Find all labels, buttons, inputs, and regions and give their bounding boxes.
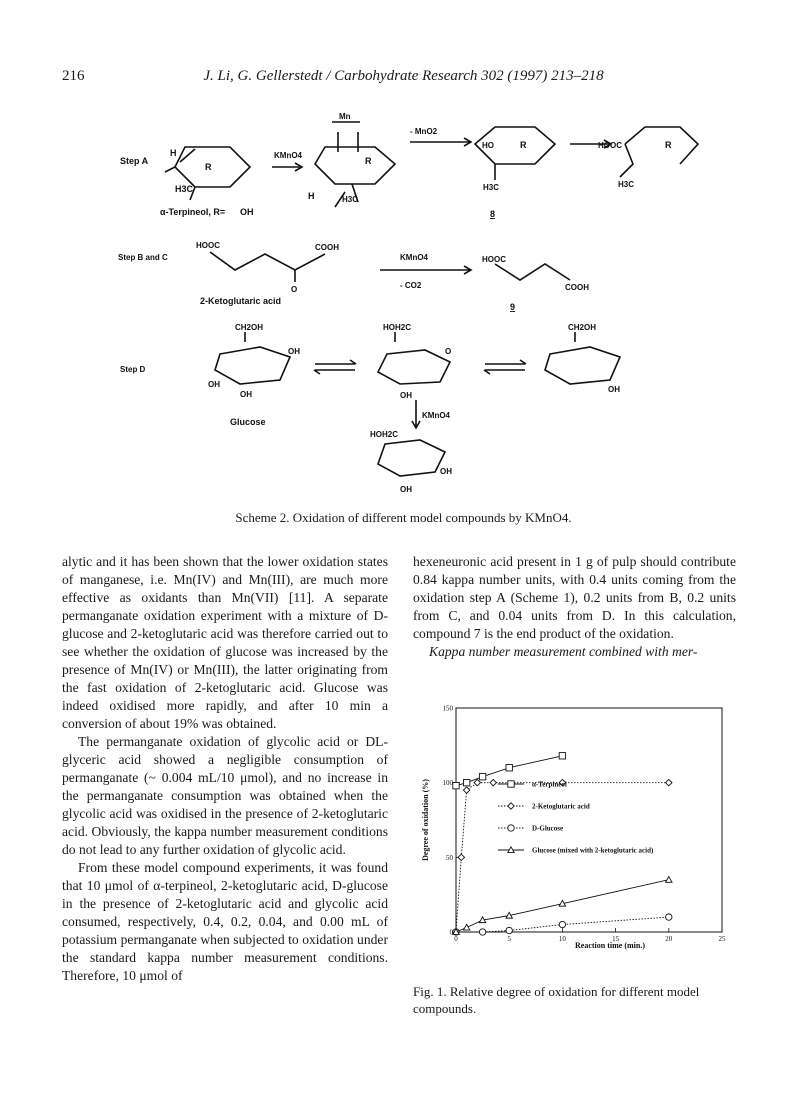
o-label-b: O: [291, 285, 298, 294]
oh-label-d5: OH: [608, 385, 620, 394]
kmno4-label-d: KMnO4: [422, 411, 450, 420]
h3c-label: H3C: [175, 184, 194, 194]
oh-label-d1: OH: [208, 380, 220, 389]
r-label-3: R: [520, 140, 527, 150]
data-point-square: [508, 781, 514, 787]
x-axis-label: Reaction time (min.): [575, 941, 645, 950]
cooh-label-b: COOH: [315, 243, 339, 252]
figure-caption: Fig. 1. Relative degree of oxidation for different model compounds.: [413, 984, 700, 1016]
data-point-square: [479, 773, 485, 779]
data-point-diamond: [666, 779, 672, 785]
oh-label-d3: OH: [288, 347, 300, 356]
r-label: R: [205, 162, 212, 172]
x-tick-label: 20: [665, 935, 673, 943]
oxidation-chart: [410, 696, 740, 966]
glucose-label: Glucose: [230, 417, 266, 427]
hoh2c-label-1: HOH2C: [383, 323, 412, 332]
running-head: J. Li, G. Gellerstedt / Carbohydrate Research 302 (1997) 213–218: [203, 68, 604, 84]
legend-label: α-Terpineol: [532, 780, 567, 789]
data-point-diamond: [458, 854, 464, 860]
minus-co2-label: - CO2: [400, 281, 422, 290]
data-point-square: [559, 753, 565, 759]
oh-label-d6: OH: [440, 467, 452, 476]
figure-1: [410, 696, 740, 966]
oh-label-d2: OH: [240, 390, 252, 399]
h3c-label-2: H3C: [342, 195, 359, 204]
data-point-triangle: [463, 924, 469, 930]
x-tick-label: 15: [612, 935, 620, 943]
data-point-circle: [479, 929, 485, 935]
data-point-square: [506, 765, 512, 771]
y-tick-label: 150: [442, 704, 453, 713]
page-number: 216: [62, 68, 85, 84]
oh-label: OH: [240, 207, 254, 217]
x-tick-label: 25: [718, 935, 726, 943]
paragraph: The permanganate oxidation of glycolic acid or DL-glyceric acid showed a negligible consumption of permanganate (~ 0.004 mL/10 μmol), and no increase in the permanganate consumption was obtained when the glycolic acid was oxidised in the presence of 2-ketoglutaric acid. Obviously, the kappa number measurement conditions do not lead to any further oxidation of glycolic acid.: [62, 734, 388, 857]
data-point-diamond: [463, 787, 469, 793]
h3c-label-4: H3C: [618, 180, 635, 189]
left-column: [62, 553, 388, 985]
paragraph: Kappa number measurement combined with mer-: [429, 644, 698, 659]
data-point-square: [463, 779, 469, 785]
step-bc-label: Step B and C: [118, 253, 168, 262]
step-d-label: Step D: [120, 365, 146, 374]
h-label-2: H: [308, 191, 315, 201]
ho-label: HO: [482, 141, 494, 150]
h-label: H: [170, 148, 177, 158]
cooh-label-c: COOH: [565, 283, 589, 292]
y-axis-label: Degree of oxidation (%): [421, 779, 430, 861]
legend-label: Glucose (mixed with 2-ketoglutaric acid): [532, 846, 654, 855]
mn-label: Mn: [339, 112, 351, 121]
paragraph: alytic and it has been shown that the lower oxidation states of manganese, i.e. Mn(IV) and Mn(III), are much more effective as oxidants than Mn(VII) [11]. A separate permanganate oxidation experiment with a mixture of D-glucose and 2-ketoglutaric acid was therefore carried out to see whether the oxidation of glucose was increased by the presence of Mn(IV) or Mn(III), the latter originating from the fast oxidation of 2-ketoglutaric acid. Glucose was indeed oxidised more rapidly, and after 10 min a conversion of about 19% was obtained.: [62, 554, 388, 731]
y-tick-label: 0: [449, 928, 453, 937]
paragraph: hexeneuronic acid present in 1 g of pulp should contribute 0.84 kappa number units, with 0.4 units coming from the oxidation step A (Scheme 1), 0.2 units from B, 0.2 units from C, and 0.04 units from D. In this calculation, compound 7 is the end product of the oxidation.: [413, 554, 736, 641]
plot-frame: [456, 708, 722, 932]
hoh2c-label-2: HOH2C: [370, 430, 399, 439]
scheme-2: [100, 92, 700, 502]
o-label-d: O: [445, 347, 452, 356]
data-point-diamond: [474, 779, 480, 785]
minus-mno2-label: - MnO2: [410, 127, 438, 136]
paragraph: From these model compound experiments, it was found that 10 μmol of α-terpineol, 2-ketoglutaric acid, D-glucose in the presence of 2-ketoglutaric acid and glycolic acid consumed, respectively, 0.4, 0.2, 0.04, and 0.00 mL of potassium permanganate when subjected to oxidation under the standard kappa number measurement conditions. Therefore, 10 μmol of: [62, 860, 388, 983]
data-point-diamond: [508, 803, 514, 809]
r-label-4: R: [665, 140, 672, 150]
data-point-circle: [506, 927, 512, 933]
hooc-label-b: HOOC: [196, 241, 220, 250]
data-point-circle: [559, 921, 565, 927]
ketoglutaric-label: 2-Ketoglutaric acid: [200, 296, 282, 306]
oh-label-d7: OH: [400, 485, 412, 494]
terpineol-ring: [175, 147, 250, 187]
compound-8-label: 8: [490, 209, 496, 219]
compound-9-label: 9: [510, 302, 516, 312]
ch2oh-label-2: CH2OH: [568, 323, 597, 332]
kmno4-label-b: KMnO4: [400, 253, 428, 262]
y-tick-label: 50: [446, 853, 453, 862]
data-point-triangle: [666, 877, 672, 883]
hooc-label-a: HOOC: [598, 141, 622, 150]
data-point-circle: [508, 825, 514, 831]
legend-label: D-Glucose: [532, 824, 564, 833]
kmno4-label-a: KMnO4: [274, 151, 302, 160]
r-label-2: R: [365, 156, 372, 166]
hooc-label-c: HOOC: [482, 255, 506, 264]
terpineol-label: α-Terpineol, R=: [160, 207, 226, 217]
x-tick-label: 0: [454, 935, 458, 943]
scheme-caption: Scheme 2. Oxidation of different model compounds by KMnO4.: [235, 510, 572, 525]
y-tick-label: 100: [442, 779, 453, 788]
data-point-circle: [666, 914, 672, 920]
data-point-diamond: [490, 779, 496, 785]
x-tick-label: 10: [558, 935, 566, 943]
right-column: [413, 553, 736, 661]
ch2oh-label-1: CH2OH: [235, 323, 264, 332]
scheme-2-drawing: [100, 92, 700, 502]
step-a-label: Step A: [120, 156, 149, 166]
data-point-square: [453, 782, 459, 788]
x-tick-label: 5: [507, 935, 511, 943]
oh-label-d4: OH: [400, 391, 412, 400]
legend-label: 2-Ketoglutaric acid: [532, 802, 590, 811]
h3c-label-3: H3C: [483, 183, 500, 192]
